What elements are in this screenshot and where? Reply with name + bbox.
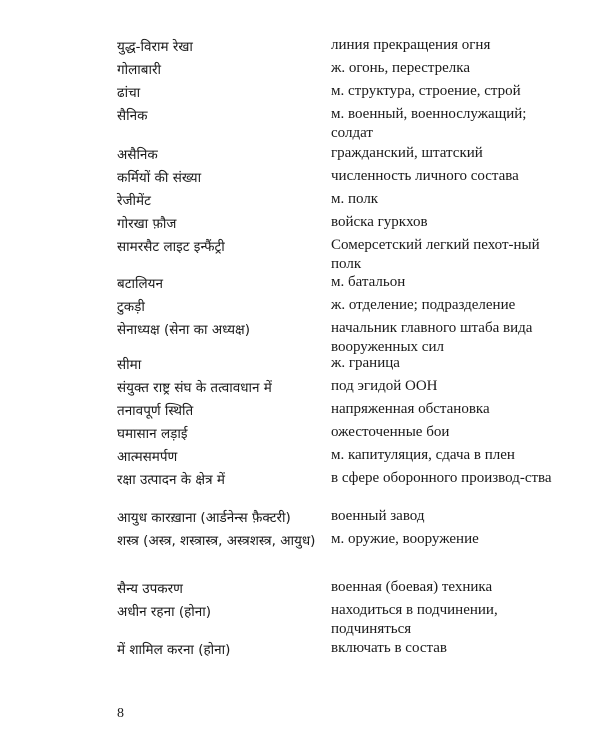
hindi-term: सैन्य उपकरण bbox=[117, 581, 183, 597]
russian-translation: м. батальон bbox=[331, 274, 406, 290]
hindi-term: सीमा bbox=[117, 357, 142, 373]
russian-translation: м. военный, военнослужащий; солдат bbox=[331, 106, 527, 141]
hindi-term: तनावपूर्ण स्थिति bbox=[117, 403, 194, 419]
hindi-term: रेजीमेंट bbox=[117, 193, 151, 209]
hindi-term: टुकड़ी bbox=[117, 299, 145, 315]
hindi-term: युद्ध-विराम रेखा bbox=[117, 39, 193, 55]
russian-translation: ж. граница bbox=[331, 355, 400, 371]
russian-translation: гражданский, штатский bbox=[331, 145, 483, 161]
hindi-term: सामरसैट लाइट इन्फैंट्री bbox=[117, 239, 225, 255]
hindi-term: असैनिक bbox=[117, 147, 158, 163]
page-number: 8 bbox=[117, 706, 124, 721]
russian-translation: в сфере оборонного производ-ства bbox=[331, 470, 552, 486]
russian-translation: м. оружие, вооружение bbox=[331, 531, 479, 547]
russian-translation: напряженная обстановка bbox=[331, 401, 490, 417]
russian-translation: Сомерсетский легкий пехот-ный полк bbox=[331, 237, 540, 272]
russian-translation: линия прекращения огня bbox=[331, 37, 491, 53]
russian-translation: начальник главного штаба вида вооруженных сил bbox=[331, 320, 533, 355]
hindi-term: गोलाबारी bbox=[117, 62, 161, 78]
hindi-term: आत्मसमर्पण bbox=[117, 449, 178, 465]
hindi-term: अधीन रहना (होना) bbox=[117, 604, 212, 620]
russian-translation: включать в состав bbox=[331, 640, 447, 656]
hindi-term: बटालियन bbox=[117, 276, 163, 292]
hindi-term: में शामिल करना (होना) bbox=[117, 642, 231, 658]
russian-translation: м. структура, строение, строй bbox=[331, 83, 521, 99]
hindi-term: शस्त्र (अस्त्र, शस्त्रास्त्र, अस्त्रशस्त्र, आयुध) bbox=[117, 533, 316, 549]
russian-translation: войска гуркхов bbox=[331, 214, 428, 230]
hindi-term: रक्षा उत्पादन के क्षेत्र में bbox=[117, 472, 225, 488]
russian-translation: ж. огонь, перестрелка bbox=[331, 60, 470, 76]
russian-translation: военная (боевая) техника bbox=[331, 579, 493, 595]
russian-translation: под эгидой ООН bbox=[331, 378, 438, 394]
hindi-term: संयुक्त राष्ट्र संघ के तत्वावधान में bbox=[117, 380, 272, 396]
hindi-term: गोरखा फ़ौज bbox=[117, 216, 177, 232]
hindi-term: आयुध कारख़ाना (आर्डनेन्स फ़ैक्टरी) bbox=[117, 510, 291, 526]
hindi-term: कर्मियों की संख्या bbox=[117, 170, 202, 186]
russian-translation: численность личного состава bbox=[331, 168, 519, 184]
russian-translation: м. полк bbox=[331, 191, 379, 207]
russian-translation: ж. отделение; подразделение bbox=[331, 297, 516, 313]
russian-translation: находиться в подчинении, подчиняться bbox=[331, 602, 498, 637]
hindi-term: घमासान लड़ाई bbox=[117, 426, 188, 442]
hindi-term: सैनिक bbox=[117, 108, 148, 124]
russian-translation: м. капитуляция, сдача в плен bbox=[331, 447, 515, 463]
hindi-term: ढांचा bbox=[117, 85, 141, 101]
hindi-term: सेनाध्यक्ष (सेना का अध्यक्ष) bbox=[117, 322, 250, 338]
russian-translation: военный завод bbox=[331, 508, 425, 524]
russian-translation: ожесточенные бои bbox=[331, 424, 450, 440]
